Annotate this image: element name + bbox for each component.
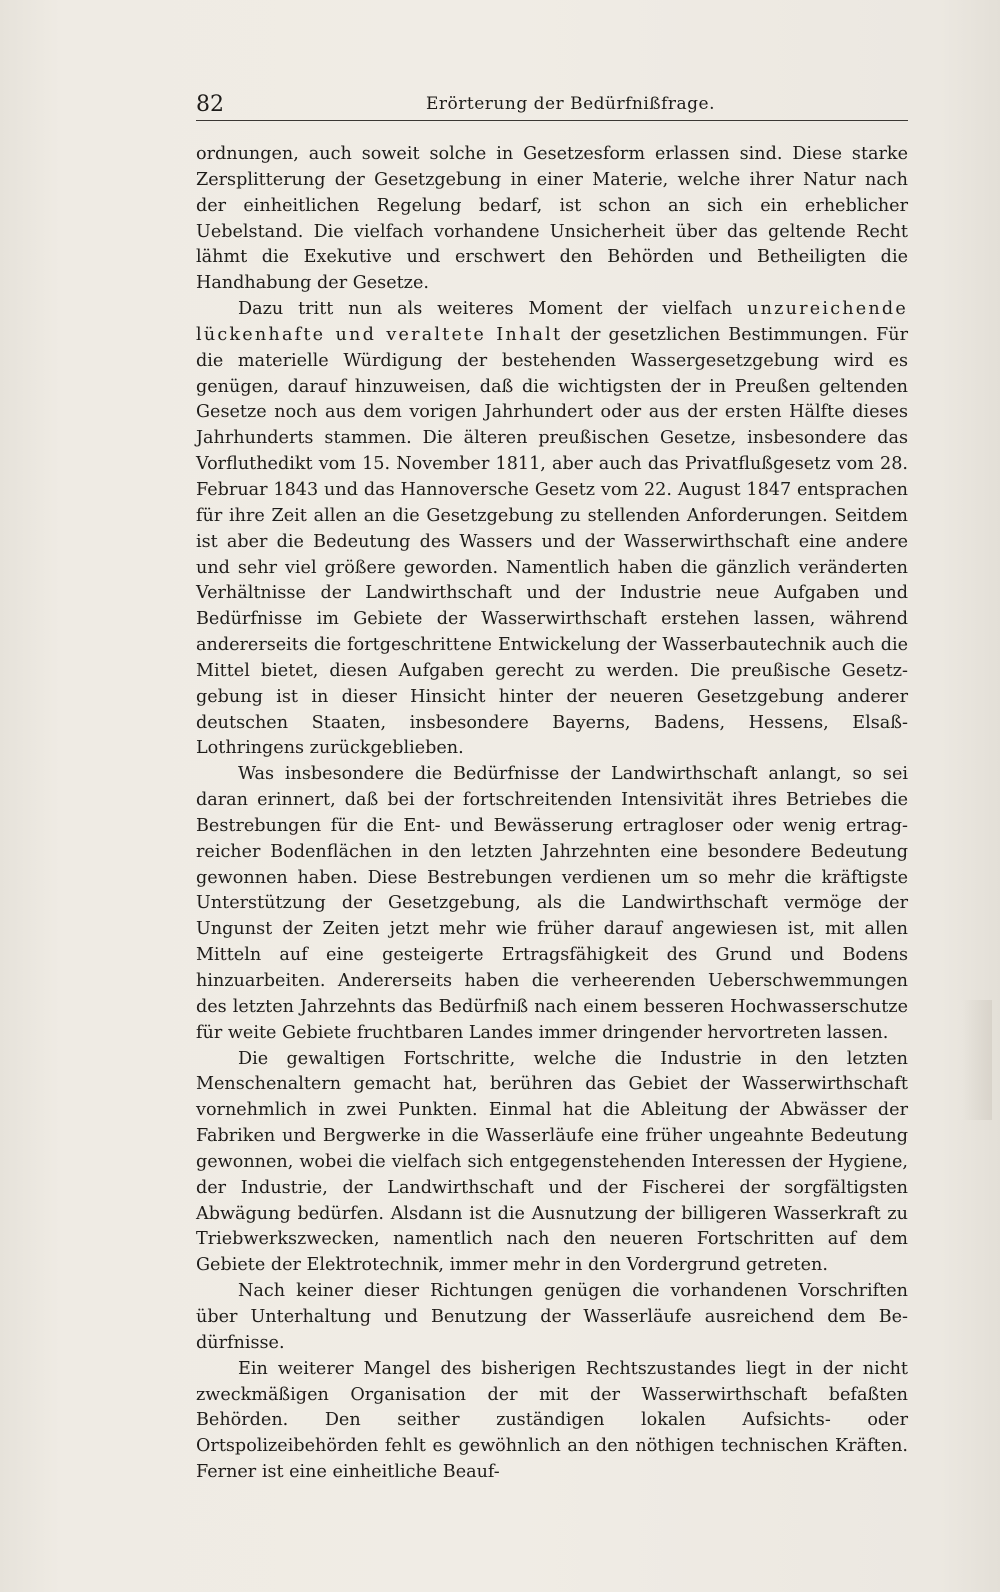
paragraph-6: Ein weiterer Mangel des bisherigen Rechtszustandes liegt in der nicht zweckmäßigen Organisation der mit der Wasserwirthschaft befaßten Behörden. Den seither zuständigen lokalen Aufsichts- oder Ortspolizeibehörden fehlt es gewöhnlich an den nöthigen technischen Kräften. Ferner ist eine einheitliche Beauf- <box>196 1358 908 1483</box>
running-head: Erörterung der Bedürfnißfrage. <box>426 94 716 114</box>
body-text <box>196 142 908 1486</box>
page-header <box>196 86 908 121</box>
paragraph-2 <box>196 297 908 762</box>
paragraph-2-post: der gesetzlichen Bestimmungen. Für die materielle Würdigung der bestehenden Wassergesetzgebung wird es genügen, darauf hinzuweisen, daß die wichtigsten der in Preußen geltenden Gesetze noch aus dem vorigen Jahrhundert oder aus der ersten Hälfte dieses Jahrhunderts stammen. Die älteren preußischen Gesetze, insbesondere das Vorfluthedikt vom 15. November 1811, aber auch das Privatflußgesetz vom 28. Februar 1843 und das Hannoversche Gesetz vom 22. August 1847 entsprachen für ihre Zeit allen an die Gesetzgebung zu stellenden Anforderungen. Seitdem ist aber die Bedeutung des Wassers und der Wasserwirthschaft eine andere und sehr viel größere geworden. Namentlich haben die gänzlich veränderten Verhältnisse der Landwirthschaft und der Industrie neue Aufgaben und Bedürfnisse im Gebiete der Wasserwirthschaft erstehen lassen, während andererseits die fortgeschrittene Entwickelung der Wasserbautechnik auch die Mittel bietet, diesen Aufgaben gerecht zu werden. Die preußische Gesetzgebung ist in dieser Hinsicht hinter der neueren Gesetzgebung anderer deutschen Staaten, insbesondere Bayerns, Badens, Hessens, Elsaß-Lothringens zurückgeblieben. <box>196 324 909 759</box>
paragraph-4: Die gewaltigen Fortschritte, welche die Industrie in den letzten Menschenaltern gemacht hat, berühren das Gebiet der Wasserwirthschaft vornehmlich in zwei Punkten. Einmal hat die Ableitung der Abwässer der Fabriken und Bergwerke in die Wasserläufe eine früher ungeahnte Bedeutung gewonnen, wobei die vielfach sich entgegenstehenden Interessen der Hygiene, der Industrie, der Landwirthschaft und der Fischerei der sorgfältigsten Abwägung bedürfen. Alsdann ist die Ausnutzung der billigeren Wasserkraft zu Triebwerkszwecken, namentlich nach den neueren Fortschritten auf dem Gebiete der Elektrotechnik, immer mehr in den Vordergrund getreten. <box>196 1048 908 1276</box>
page-edge-shadow <box>962 1000 992 1120</box>
paragraph-5: Nach keiner dieser Richtungen genügen die vorhandenen Vorschriften über Unterhaltung und Benutzung der Wasserläufe ausreichend dem Bedürfnisse. <box>196 1281 908 1353</box>
paragraph-3: Was insbesondere die Bedürfnisse der Landwirthschaft anlangt, so sei daran erinnert, daß bei der fortschreitenden Intensivität ihres Betriebes die Bestrebungen für die Ent- und Bewässerung ertragloser oder wenig ertragreicher Bodenflächen in den letzten Jahrzehnten eine besondere Bedeutung gewonnen haben. Diese Bestrebungen verdienen um so mehr die kräftigste Unterstützung der Gesetzgebung, als die Landwirthschaft vermöge der Ungunst der Zeiten jetzt mehr wie früher darauf angewiesen ist, mit allen Mitteln auf eine gesteigerte Ertragsfähigkeit des Grund und Bodens hinzuarbeiten. Andererseits haben die verheerenden Ueberschwemmungen des letzten Jahrzehnts das Bedürfniß nach einem besseren Hochwasserschutze für weite Gebiete fruchtbaren Landes immer dringender hervortreten lassen. <box>196 764 908 1043</box>
paragraph-2-pre: Dazu tritt nun als weiteres Moment der vielfach <box>238 299 748 320</box>
paragraph-1: ordnungen, auch soweit solche in Gesetzesform erlassen sind. Diese starke Zersplitterung der Gesetzgebung in einer Materie, welche ihrer Natur nach der einheitlichen Regelung bedarf, ist schon an sich ein erheblicher Uebelstand. Die vielfach vorhandene Unsicherheit über das geltende Recht lähmt die Exekutive und erschwert den Behörden und Betheiligten die Handhabung der Gesetze. <box>196 144 908 294</box>
page-number: 82 <box>196 92 224 117</box>
paragraph-2-emphasis: unzureichende lückenhafte und veraltete Inhalt <box>196 299 908 345</box>
